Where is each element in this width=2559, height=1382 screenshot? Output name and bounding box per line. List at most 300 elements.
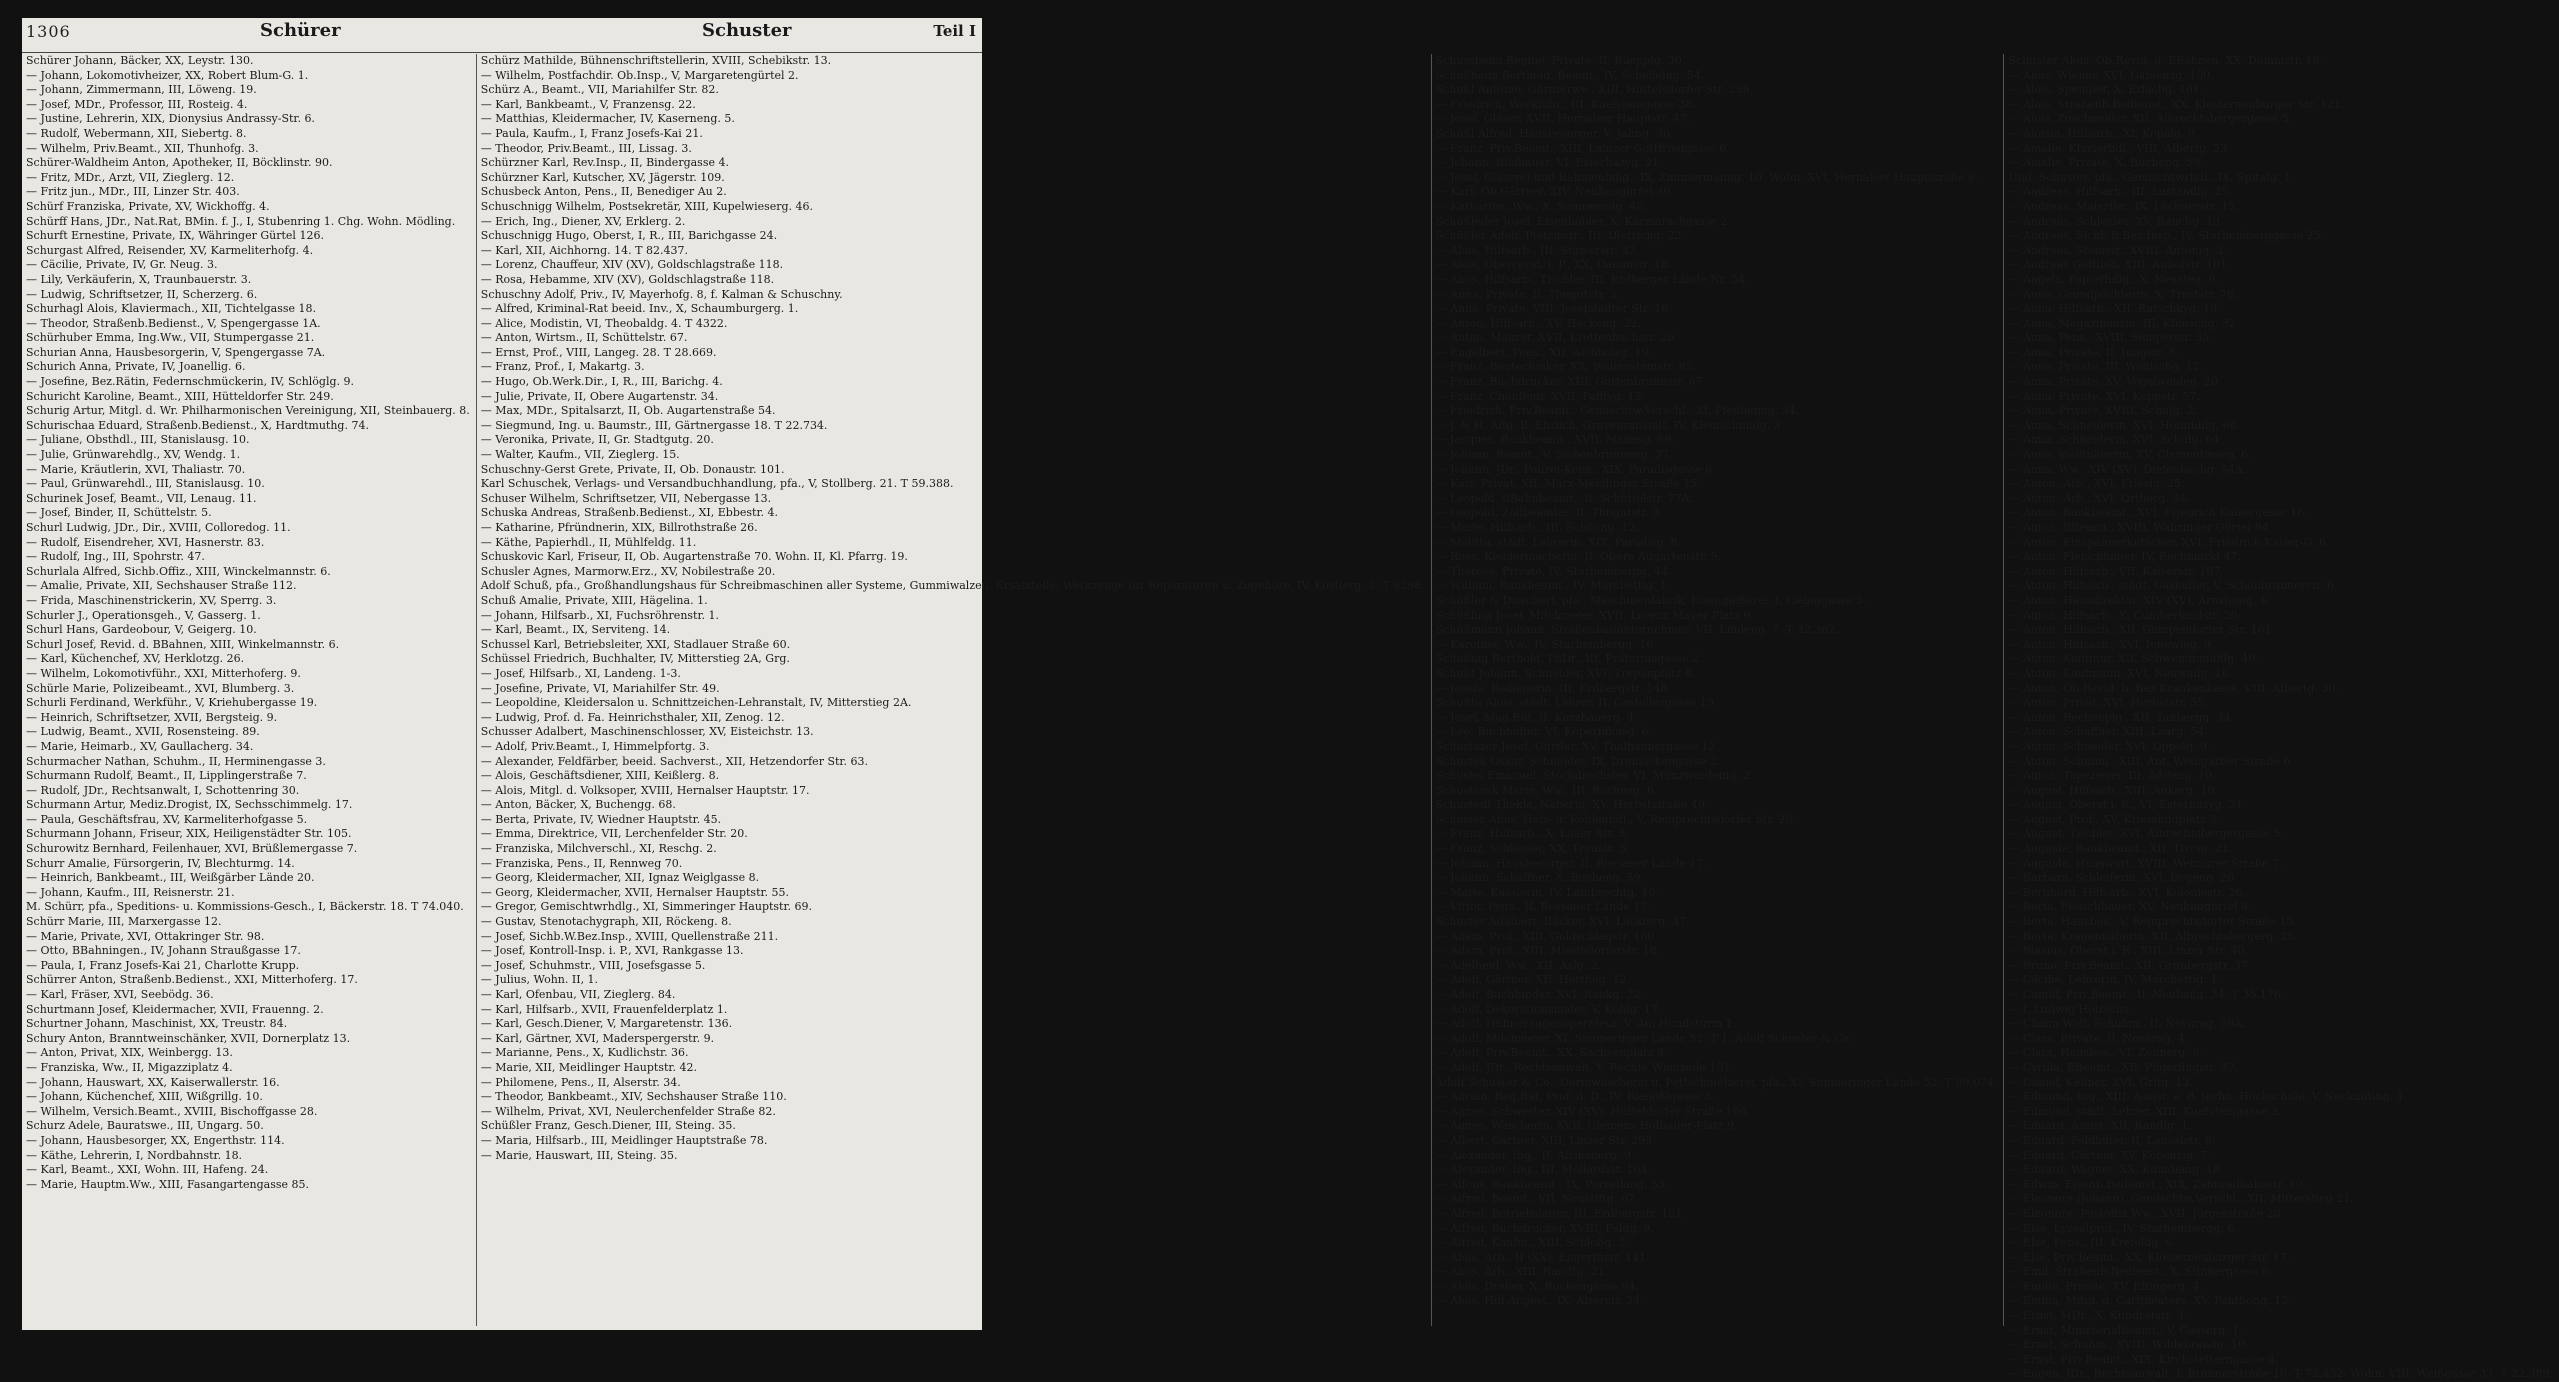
right-running-head: Schuster xyxy=(702,20,792,41)
directory-entry: — Andreas, Sichb.B.Bez.Insp., IV, Starhemberggasse 25. xyxy=(2008,229,2325,243)
directory-entry: — Anton, Schneider, XVI, Oppelg. 9. xyxy=(2008,739,2211,753)
directory-entry: — Andreas, Malerfhr., IX, Lechnerstr. 15. xyxy=(2008,199,2239,213)
directory-entry: — Alfred, Betriebsleiter, III, Erdbergstr. 101. xyxy=(1435,1206,1686,1220)
directory-entry: — Johann, Hausbesorger, II, Rossauer Lände 17. xyxy=(1435,856,1707,870)
directory-entry: — Marie, Kassierin, IV, Lambrechtg. 10. xyxy=(1435,885,1659,899)
directory-entry: Schuschny-Gerst Grete, Private, II, Ob. Donaustr. 101. xyxy=(480,462,785,476)
directory-entry: — Paula, I, Franz Josefs-Kai 21, Charlotte Krupp. xyxy=(26,958,300,972)
directory-entry: — Philomene, Pens., II, Alserstr. 34. xyxy=(480,1075,681,1089)
directory-entry: — Anton, BBeamt., XVIII, Währinger Gürtel 84. xyxy=(2008,521,2273,534)
directory-entry: M. Schürr, pfa., Speditions- u. Kommissions-Gesch., I, Bäckerstr. 18. T 74.040. xyxy=(26,900,464,914)
directory-entry: — Ludwig, Prof. d. Fa. Heinrichsthaler, XII, Zenog. 12. xyxy=(480,710,785,724)
directory-entry: — Theodor, Priv.Beamt., III, Lissag. 3. xyxy=(480,141,692,155)
directory-entry: — Chaim Wolf, Schuhm., II, Novarag. 38A. xyxy=(2008,1017,2246,1031)
directory-entry: Schurian Anna, Hausbesorgerin, V, Spengergasse 7A. xyxy=(26,345,326,359)
directory-entry: — Rosa, Hebamme, XIV (XV), Goldschlagstraße 118. xyxy=(480,272,775,286)
directory-entry: — Hugo, Ob.Werk.Dir., I, R., III, Barichg. 4. xyxy=(480,375,723,389)
directory-entry: — Georg, Kleidermacher, XII, Ignaz Weiglgasse 8. xyxy=(480,871,760,885)
directory-entry: — Anton, Maurer, XVII, Krottenbachstr. 20. xyxy=(1435,331,1678,345)
directory-entry: — Maria, Hilfsarb., III, Meidlinger Hauptstraße 78. xyxy=(480,1133,768,1147)
directory-entry: — Alois, Hdl.Angest., IX, Alserstr. 24. xyxy=(1435,1294,1644,1308)
directory-entry: — Johann, Lokomotivheizer, XX, Robert Blum-G. 1. xyxy=(26,68,309,82)
directory-entry: — Anton, Privat, XVI, Herbststr. 55. xyxy=(2008,696,2208,710)
directory-entry: Schürzner Karl, Rev.Insp., II, Bindergasse 4. xyxy=(480,156,729,170)
column-3 xyxy=(1432,54,2005,1326)
directory-entry: — Alois, Geschäftsdiener, XIII, Keißlerg. 8. xyxy=(480,769,720,783)
directory-entry: — Johann, Beamt., V, Siebenbrunneng. 37. xyxy=(1435,448,1673,462)
directory-entry: Schürf Franziska, Private, XV, Wickhoffg. 4. xyxy=(26,199,270,213)
page-number: 1306 xyxy=(26,22,71,41)
directory-entry: — Alfred, Kaufm., XIII, Schloßg. 5. xyxy=(1435,1236,1629,1250)
directory-entry: — Johann, Hauswart, XX, Kaiserwallerstr. 16. xyxy=(26,1075,280,1089)
directory-entry: — Leopold, BBahnbeamt., II, Schüttelstr. 77A. xyxy=(1435,491,1694,505)
directory-entry: — Karl, Küchenchef, XV, Herklotzg. 26. xyxy=(26,652,245,666)
directory-entry: Schuricht Karoline, Beamt., XIII, Hütteldorfer Str. 249. xyxy=(26,389,334,403)
directory-entry: — Fritz, MDr., Arzt, VII, Zieglerg. 12. xyxy=(26,170,235,184)
directory-entry: — Josefa, Bedienerin, III, Erdbergstr. 148. xyxy=(1435,681,1671,695)
directory-entry: Schustek Oskar, Schneider, IX, Dreihackengasse 2. xyxy=(1435,754,1721,768)
directory-entry: Schurtmann Josef, Kleidermacher, XVII, Frauenng. 2. xyxy=(26,1002,324,1016)
directory-entry: — Adam, Prof., XIII, Goldschlagstr. 160. xyxy=(1435,929,1658,943)
directory-entry: — Alois, Straßenb.Bedienst., XX, Klosterneuburger Str. 121. xyxy=(2008,97,2345,111)
directory-entry: — Gustav, Stenotachygraph, XII, Röckeng. 8. xyxy=(480,915,732,929)
directory-entry: — Alois, Wiener, XVI, Gablenzg. 100. xyxy=(2008,68,2214,82)
directory-entry: — Marie, Private, XVI, Ottakringer Str. 98. xyxy=(26,929,265,943)
directory-entry: — Johann, Hilfsarb., XI, Fuchsröhrenstr. 1. xyxy=(480,608,720,622)
directory-entry: — Johann, JDr., Polizei-Konz., XIX, Paradisgasse 8. xyxy=(1435,462,1716,476)
directory-entry: — Andreas Gottlieb, XIII, Auhofstr. 101. xyxy=(2008,258,2231,272)
column-1 xyxy=(22,54,477,1326)
directory-entry: — Marie, Kräutlerin, XVI, Thaliastr. 70. xyxy=(26,462,246,476)
directory-entry: — Marianne, Pens., X, Kudlichstr. 36. xyxy=(480,1046,689,1060)
directory-entry: — Anna, Grundpächterin, X, Troststr. 78. xyxy=(2008,287,2238,301)
directory-entry: — Amalie, Private, XII, Sechshauser Straße 112. xyxy=(26,579,297,593)
directory-entry: Schusler Agnes, Marmorw.Erz., XV, Nobilestraße 20. xyxy=(480,564,776,578)
directory-entry: — Alfred, Kriminal-Rat beeid. Inv., X, Schaumburgerg. 1. xyxy=(480,302,799,316)
directory-entry: Schüßler & Dirscherl, pfa., Maschinenfabrik, Eisengießerei, I, Liebiggasse 5. xyxy=(1435,593,1867,607)
directory-entry: — Adolf, Priv.Beamt., I, Himmelpfortg. 3. xyxy=(480,739,710,753)
directory-entry: Schußt Johann, Schneider, XVI, Trepanplatz 8. xyxy=(1435,666,1696,680)
directory-entry: — Auguste, Hauswart, XVIII, Weimarer Straße 7. xyxy=(2008,856,2283,870)
directory-entry: — Agnes, Wäscherin, XVII, Clemens Hofbauer-Platz 9. xyxy=(1435,1119,1738,1133)
directory-entry: — Franz, Buchdrucker, XIII, Guttenbrunnstr. 67. xyxy=(1435,375,1706,389)
directory-entry: — Adolf, Priv.Beamt., XX, Sachsenplatz 8. xyxy=(1435,1046,1668,1060)
directory-entry: — Emil, Straßenb.Bedienst., X, Stinnergasse 6. xyxy=(2008,1265,2272,1279)
directory-entry: — Wilhelm, Priv.Beamt., XII, Thunhofg. 3. xyxy=(26,141,259,155)
directory-entry: — Aloisia, Hilfsarb., XI, Kopalg. 9. xyxy=(2008,126,2199,140)
directory-entry: — Marie, Heimarb., XV, Gaullacherg. 34. xyxy=(26,739,254,753)
directory-entry: — Anna, Ww., XIV (XV), Diefenbachg. 54A. xyxy=(2008,462,2247,476)
directory-entry: — Johann, Zimmermann, III, Löweng. 19. xyxy=(26,83,257,97)
directory-entry: — Anton, Rechenpig., XII, Tanbergg. 34. xyxy=(2008,710,2234,724)
directory-entry: — Karl, Beamt., XXI, Wohn. III, Hafeng. 24. xyxy=(26,1163,269,1177)
directory-entry: — Barbara, Schleiferin, XVI, Degeng. 20. xyxy=(2008,871,2238,885)
directory-entry: Schuskovic Karl, Friseur, II, Ob. Augartenstraße 70. Wohn. II, Kl. Pfarrg. 19. xyxy=(480,550,908,564)
directory-entry: Schustarek Marie, Ww., III, Rochusg. 6. xyxy=(1435,783,1658,797)
directory-entry: — Johann, Küchenchef, XIII, Wißgrillg. 10. xyxy=(26,1090,263,1104)
directory-entry: — Anton, Fleischhauer, IV, Rechmarkt 47. xyxy=(2008,550,2242,564)
directory-entry: — Josef, Schuhmstr., VIII, Josefsgasse 5. xyxy=(480,958,706,972)
directory-entry: — Alexander, Ing., II, Afrikanerg. 9. xyxy=(1435,1148,1635,1162)
directory-page xyxy=(22,18,2554,1381)
directory-entry: — Berta, Kragennäherin, XII, Albrechtsbergerg. 25. xyxy=(2008,929,2298,943)
directory-entry: Schustedt Thekla, Näherin, XV, Herbststraße 49. xyxy=(1435,798,1709,812)
directory-entry: — Alfred, Beamt., VII, Neustiftg. 67. xyxy=(1435,1192,1639,1206)
directory-entry: — Frida, Maschinenstrickerin, XV, Sperrg. 3. xyxy=(26,593,277,607)
directory-entry: — Anton, Kontinur, XII, Schwemmmühlg. 40. xyxy=(2008,652,2259,666)
directory-entry: — Edmund, städt. Lehrer, XIII, Kuefsteingasse 3. xyxy=(2008,1104,2282,1118)
directory-entry: — Edmund, Ing., XIII, Assist. a. d. techn. Hochschule, V, Nackmiting. 1. xyxy=(2008,1090,2408,1104)
directory-entry: — Anna, Schneiderin, XVI, Schulg. 64. xyxy=(2008,433,2223,447)
directory-entry: — Johann, Schaffner, X, Bucheng. 59. xyxy=(1435,871,1645,885)
directory-entry: Schurmacher Nathan, Schuhm., II, Herminengasse 3. xyxy=(26,754,326,768)
directory-entry: — Berta, Hausbes., V, Reinprechtsdorfer Straße 15. xyxy=(2008,915,2297,929)
directory-entry: — Friedrich, Priv.Beamt., Gemischtw.Verschl., XI, Pfeilheimg. 34. xyxy=(1435,404,1800,418)
directory-entry: — Theodor, Straßenb.Bedienst., V, Spengergasse 1A. xyxy=(26,316,321,330)
directory-entry: Schußmann Johann, Straßenbauunternehmer, VII, Lindeng. 7. T 32.362. xyxy=(1435,623,1839,637)
directory-entry: Schürff Hans, JDr., Nat.Rat, BMin. f. J., I, Stubenring 1. Chg. Wohn. Mödling. xyxy=(26,214,456,228)
directory-entry: Schurft Ernestine, Private, IX, Währinger Gürtel 126. xyxy=(26,229,324,243)
directory-entry: — Anna, Private, VIII, Josefstädter Str. 16. xyxy=(1435,302,1672,316)
directory-entry: — Heinrich, Bankbeamt., III, Weißgärber Lände 20. xyxy=(26,871,315,885)
directory-entry: Schüßling Josef, Milchmeier, XVII, Lorenz Mayer-Platz 9. xyxy=(1435,608,1754,622)
directory-entry: — Else, Pens., III, Krefeldg. 6. xyxy=(2008,1236,2176,1250)
directory-entry: — Anna, Schneiderin, XVI, Hofmühlg. 66. xyxy=(2008,418,2240,432)
directory-entry: — Vittor, Pens., II, Rossauer Lände 17. xyxy=(1435,900,1651,914)
directory-entry: — Alois, Hilfsarb., Tischler, III, Erdberger Lände Nr. 54. xyxy=(1435,272,1749,286)
directory-entry: — August, Tischler, XVI, Albrechtsbergergasse 5. xyxy=(2008,827,2284,841)
directory-entry: Schuster Alois, Ob.Revid. d. BBahnen, XX, Dammstr. 18. xyxy=(2008,54,2324,67)
directory-entry: — Franziska, Milchverschl., XI, Reschg. 2. xyxy=(480,842,717,856)
directory-entry: — August, Hilfsarb., XIII, Ankerg. 10. xyxy=(2008,783,2218,797)
directory-entry: — Franziska, Pens., II, Rennweg 70. xyxy=(480,856,683,870)
directory-entry: — Cäcilie, Private, IV, Gr. Neug. 3. xyxy=(26,258,218,272)
directory-entry: — Alexander, Feldfärber, beeid. Sachverst., XII, Hetzendorfer Str. 63. xyxy=(480,754,868,768)
directory-entry: — Bruno, Priv.Beamt., XII, Grünbergstr. 37. xyxy=(2008,958,2252,972)
directory-entry: Schury Anton, Branntweinschänker, XVII, Dornerplatz 13. xyxy=(26,1031,351,1045)
directory-entry: — Leopoldine, Kleidersalon u. Schnittzeichen-Lehranstalt, IV, Mitterstieg 2A. xyxy=(480,696,912,710)
directory-entry: — Rudolf, Webermann, XII, Siebertg. 8. xyxy=(26,126,247,140)
directory-entry: Schurler J., Operationsgeh., V, Gasserg. 1. xyxy=(26,608,261,622)
directory-entry: — Berta, Fleischhauer, XV, Neubaugürtel 8. xyxy=(2008,900,2252,914)
directory-entry: Schurmann Artur, Mediz.Drogist, IX, Sechsschimmelg. 17. xyxy=(26,798,353,812)
directory-entry: Schußheim Berthold, Beamt., IV, Schelleing. 54. xyxy=(1435,68,1705,82)
directory-entry: — Daniel, Kellner, XVI, Gritg. 13. xyxy=(2008,1075,2193,1089)
directory-entry: — Alois, Hilfsarb., III, Stuwerstr. 33. xyxy=(1435,243,1639,257)
directory-entry: — Josef, Gläser, XVII, Hernalser Hauptstr. 47. xyxy=(1435,112,1691,126)
directory-entry: — Anton, Arb., XVI, Frieslg. 25. xyxy=(2008,477,2185,491)
directory-entry: — Andreas, Schlosser, XV, Rauchg. 13. xyxy=(2008,214,2224,228)
directory-entry: — Josef, Kontroll-Insp. i. P., XVI, Rankgasse 13. xyxy=(480,944,744,958)
directory-entry: Schüßler Franz, Gesch.Diener, III, Steing. 35. xyxy=(480,1119,736,1133)
directory-entry: — Käthe, Lehrerin, I, Nordbahnstr. 18. xyxy=(26,1148,243,1162)
directory-entry: — Engelbert, Pens., XII, Aichholzg. 19. xyxy=(1435,345,1652,359)
directory-entry: — Julie, Grünwarehdlg., XV, Wendg. 1. xyxy=(26,448,241,462)
directory-entry: — Jacques, Bankbeamt., XVII, Mazeng. 69. xyxy=(1435,433,1675,447)
directory-entry: — Cäcilie, Lehrerin, IV, Marchettig. 1. xyxy=(2008,973,2221,987)
directory-entry: — Gregor, Gemischtwrhdlg., XI, Simmeringer Hauptstr. 69. xyxy=(480,900,813,914)
directory-entry: — Justine, Lehrerin, XIX, Dionysius Andrassy-Str. 6. xyxy=(26,112,315,126)
directory-entry: Schürz Mathilde, Bühnenschriftstellerin, XVIII, Schebikstr. 13. xyxy=(480,54,832,67)
directory-entry: — Anton, Hilfsarb., VII, Kaiserstr. 107. xyxy=(2008,564,2224,578)
left-running-head: Schürer xyxy=(260,20,341,41)
directory-entry: — Karl, Privat, XII, Marx-Meidlinger Straße 15. xyxy=(1435,477,1701,491)
directory-entry: — Amalie, Private, X, Bucheng. 59. xyxy=(2008,156,2204,170)
directory-entry: — Paula, Kaufm., I, Franz Josefs-Kai 21. xyxy=(480,126,703,140)
directory-entry: — Ludwig, Schriftsetzer, II, Scherzerg. 6. xyxy=(26,287,258,301)
directory-entry: — Franz, Prof., I, Makartg. 3. xyxy=(480,360,645,374)
directory-entry: Adolf Schuster & Co., Darmwäscherei u. Fettschmelzerei, pfa., XI, Simmeringer Lände 52. T 99.074. xyxy=(1435,1075,1998,1089)
directory-entry: — Alois, Arb., II (XX), Engerthstr. 141. xyxy=(1435,1250,1650,1264)
directory-entry: — Melitta, städt. Lehrerin, XIX, Paradisg. 8. xyxy=(1435,535,1681,549)
directory-entry: — Franziska, Ww., II, Migazziplatz 4. xyxy=(26,1060,233,1074)
directory-entry: Schürer-Waldheim Anton, Apotheker, II, Böcklinstr. 90. xyxy=(26,156,333,170)
directory-entry: — Ernst, Ministerialbeamt., V, Gasserg. 1. xyxy=(2008,1323,2243,1337)
directory-entry: — Eduard, Gärtner, XV, Kobenzlg. 7. xyxy=(2008,1148,2211,1162)
directory-entry: — Edwin, Eisenb.Bedienst., XIX, Zahnradbahnstr. 10. xyxy=(2008,1177,2307,1191)
directory-entry: — Camill, Priv.Beamt., II, Neubaug. 34. T 35.176. xyxy=(2008,988,2285,1001)
directory-entry: Schürrer Anton, Straßenb.Bedienst., XXI, Mitterhoferg. 17. xyxy=(26,973,358,987)
directory-entry: — Theodor, Bankbeamt., XIV, Sechshauser Straße 110. xyxy=(480,1090,787,1104)
directory-entry: — Anna, Private, XV, Vogelweideg. 20. xyxy=(2008,375,2222,389)
directory-entry: — Otto, BBahningen., IV, Johann Straußgasse 17. xyxy=(26,944,301,958)
directory-entry: — Anton, Ob.Revid. b. Bez.Krankenkasse, VIII, Albertg. 30. xyxy=(2008,681,2339,695)
directory-entry: — Eduard, Wagner, XX, Kuindiang. 18. xyxy=(2008,1163,2224,1177)
directory-entry: — Wilhelm, Versich.Beamt., XVIII, Bischoffgasse 28. xyxy=(26,1104,318,1118)
directory-entry: — Anna, Weißnäherin, XV, Clementinseg. 6. xyxy=(2008,448,2252,462)
directory-entry: — Adolf, Hühneraugenoperateur, V, Am Hundsturm 1. xyxy=(1435,1017,1737,1031)
directory-entry: — Anton, Arb., XVI, Ortlierg. 34. xyxy=(2008,491,2190,505)
directory-entry: — Andreas, Steinstr., XVIII, Antonig. 3. xyxy=(2008,243,2227,257)
directory-entry: — Siegmund, Ing. u. Baumstr., III, Gärtnergasse 18. T 22.734. xyxy=(480,418,828,432)
directory-entry: — Leopold, Zollbeamter, II, Thugutstr. 3. xyxy=(1435,506,1663,520)
directory-entry: Schuster Adalbert, Bäcker, XVI, Lackierg. 47. xyxy=(1435,915,1690,929)
directory-entry: — Anna, Private, II, Jungstr. 8. xyxy=(2008,345,2179,359)
directory-entry: — Josef, Sichb.W.Bez.Insp., XVIII, Quellenstraße 211. xyxy=(480,929,779,943)
directory-entry: — Karl, Bankbeamt., V, Franzensg. 22. xyxy=(480,97,696,111)
directory-entry: — Anton, Privat, XIX, Weinbergg. 13. xyxy=(26,1046,233,1060)
directory-entry: — J. & H. Alfg. B. Ehrlich, Graveuranstalt, IV, Kleinschmidg. 3. xyxy=(1435,418,1785,432)
directory-entry: — Josef, MDr., Professor, III, Rosteig. 4. xyxy=(26,97,248,111)
directory-entry: Schußta Alois, städt. Lehrer, II, Castellezgasse 19. xyxy=(1435,696,1718,710)
directory-entry: Schurich Anna, Private, IV, Joanellig. 6. xyxy=(26,360,246,374)
directory-entry: — Bernhard, Hilfsarb., XVI, Koloniestr. 26. xyxy=(2008,885,2247,899)
directory-entry: — Leo, Buchhalter, VI, Kopernikusg. 6. xyxy=(1435,725,1653,739)
directory-entry: — Alice, Modistin, VI, Theobaldg. 4. T 4322. xyxy=(480,316,728,330)
directory-entry: — Karl, Gesch.Diener, V, Margaretenstr. 136. xyxy=(480,1017,733,1031)
directory-entry: Schußl Alfred, Hausbesorger, V, Jahng. 30. xyxy=(1435,126,1674,140)
directory-entry: Schussheim Regine, Private, II, Ruepplg. 30. xyxy=(1435,54,1686,67)
directory-entry: — Rosa, Kleidermacherin, II, Obere Augartenstr. 9. xyxy=(1435,550,1722,564)
directory-entry: — Eduard, Feldhüter, II, Lausalstr. 6. xyxy=(2008,1133,2216,1147)
directory-entry: — Anton, Tapezierer, III, Aßdeng. 10. xyxy=(2008,769,2216,783)
directory-entry: — Adam, Prof., XIII, Missindorferstr. 18. xyxy=(1435,944,1661,958)
directory-entry: — Franz, Bautechniker, XX, Wallensteinstr. 62. xyxy=(1435,360,1697,374)
directory-entry: — Anton, Schaffner, XIII, Laarg. 54. xyxy=(2008,725,2208,739)
directory-entry: — Franz, Priv.Beamt., XIII, Lainzer Gottfriedgasse 6. xyxy=(1435,141,1730,155)
directory-entry: Schurmann Johann, Friseur, XIX, Heiligenstädter Str. 105. xyxy=(26,827,352,841)
directory-entry: — Adelheid, Ww., XII, Aslg. 2. xyxy=(1435,958,1602,972)
directory-entry: Schurr Amalie, Fürsorgerin, IV, Blechturmg. 14. xyxy=(26,856,295,870)
directory-entry: — Karl, XII, Aichhorng. 14. T 82.437. xyxy=(480,243,688,257)
directory-entry: — Alfred, Buchdrucker, XVIII, Feldg. 9. xyxy=(1435,1221,1655,1235)
directory-entry: — Adolf, JDr., Rechtsanwalt, V, Rechte Wienzeile 101. xyxy=(1435,1060,1734,1074)
directory-entry: Schuschny Adolf, Priv., IV, Mayerhofg. 8, f. Kalman & Schuschny. xyxy=(480,287,843,301)
directory-entry: — Anton, Bäcker, X, Buchengg. 68. xyxy=(480,798,676,812)
directory-entry: — Adolf, Gärtner, XII, Herthag. 12. xyxy=(1435,973,1631,987)
directory-entry: — Angela, Papierhdlg., X, Neusteg. 9. xyxy=(2008,272,2219,286)
directory-entry: — Lorenz, Chauffeur, XIV (XV), Goldschlagstraße 118. xyxy=(480,258,784,272)
directory-entry: — Anna, Magazineurin, III, Klimschg. 32. xyxy=(2008,316,2239,330)
directory-entry: — Adolf, Buchbinder, XVI, Rankg. 22. xyxy=(1435,988,1645,1001)
directory-entry: — Josef, Mag.Rat, II, Kurzbauerg. 4. xyxy=(1435,710,1638,724)
directory-entry: — Wilhelm, Lokomotivführ., XXI, Mitterhoferg. 9. xyxy=(26,666,301,680)
directory-entry: — Alois, Zuschneider, XII, Albrechtsbergergasse 5. xyxy=(2008,112,2293,126)
directory-entry: Schurhagl Alois, Klaviermach., XII, Tichtelgasse 18. xyxy=(26,302,317,316)
directory-entry: Schurischaa Eduard, Straßenb.Bedienst., X, Hardtmuthg. 74. xyxy=(26,418,369,432)
directory-entry: — Adolf, Milchmeier, XI, Simmeringer Lände 52. T 1, Adolf Schuster & Co. xyxy=(1435,1031,1853,1045)
directory-entry: — August, Oberst i. R., VI, Esterhazyg. 31. xyxy=(2008,798,2247,812)
directory-entry: — Josef, Hilfsarb., XI, Landeng. 1-3. xyxy=(480,666,681,680)
directory-entry: — Eduard, Assist, XII, Randlg. 1. xyxy=(2008,1119,2192,1133)
directory-entry: — Emma, Mitgl. d. Carltheaters, XV, Panthong. 12. xyxy=(2008,1294,2292,1308)
directory-entry: — Josefine, Bez.Rätin, Federnschmückerin, IV, Schlöglg. 9. xyxy=(26,375,355,389)
directory-entry: — Anton, Hilfsarb., städt. Gaskuller, V, Schönbrunnerstr. 6. xyxy=(2008,579,2338,593)
directory-entry: — Johann, Bildhauer, VI, Esterhazyg. 21. xyxy=(1435,156,1663,170)
directory-entry: — Eleonore, Postoffiz.Ww., XVII, Jörgerstraße 28. xyxy=(2008,1206,2285,1220)
directory-entry: Schurowitz Bernhard, Feilenhauer, XVI, Brüßlemergasse 7. xyxy=(26,842,358,856)
directory-entry: — Anna, Private, XVI, Koppstr. 57. xyxy=(2008,389,2200,403)
directory-entry: — Albert, Gärtner, XIII, Linzer Str. 299. xyxy=(1435,1133,1656,1147)
directory-entry: — Matthias, Kleidermacher, IV, Kaserneng. 5. xyxy=(480,112,735,126)
directory-entry: — William, Bankbeamt., IV, Marchettig. 1. xyxy=(1435,579,1671,593)
directory-entry: — Cyrilla, BBeamt., XII, Pilgerlingstr. 37. xyxy=(2008,1060,2239,1074)
directory-entry: — Emma, Direktrice, VII, Lerchenfelder Str. 20. xyxy=(480,827,748,841)
directory-entry: — Josef, Binder, II, Schüttelstr. 5. xyxy=(26,506,212,520)
directory-entry: — Clara, Private, II, Novarag. 4. xyxy=(2008,1031,2189,1045)
directory-entry: Schusser Adalbert, Maschinenschlosser, XV, Eisteichstr. 13. xyxy=(480,725,814,739)
directory-entry: Schurinek Josef, Beamt., VII, Lenaug. 11. xyxy=(26,491,257,505)
directory-entry: Schüßler Adolf, Platzmstr., III, Dietrichg. 22. xyxy=(1435,229,1685,243)
directory-entry: — Karl, Fräser, XVI, Seebödg. 36. xyxy=(26,988,214,1001)
directory-entry: — Eleonore (Johann), Gemischtw.Verschl., XII, Mitterstieg 21. xyxy=(2008,1192,2354,1206)
directory-entry: — Julie, Private, II, Obere Augartenstr. 34. xyxy=(480,389,719,403)
directory-entry: — Clara, Hausbes., VI, Zehnerg. 9. xyxy=(2008,1046,2203,1060)
directory-entry: — Rudolf, JDr., Rechtsanwalt, I, Schottenring 30. xyxy=(26,783,300,797)
directory-entry: — Ernst, Prof., VIII, Langeg. 28. T 28.669. xyxy=(480,345,717,359)
directory-entry: — Adrian, Reg.Rat, Prof. d. D., IV, Rienößlgasse 5. xyxy=(1435,1090,1715,1104)
directory-entry: Schuser Wilhelm, Schriftsetzer, VII, Nebergasse 13. xyxy=(480,491,772,505)
directory-entry: — Blasius, Oberst i. R., XIII, Linzer Str. 40. xyxy=(2008,944,2248,958)
directory-entry: — Emilie, Private, XV, Effingerg. 4. xyxy=(2008,1279,2203,1293)
directory-entry: — Anna, Private, XVIII, Schulg. 2. xyxy=(2008,404,2198,418)
directory-entry: — Alois, Dreher, X, Buchengasse 94. xyxy=(1435,1279,1639,1293)
directory-entry: Schurli Ferdinand, Werkführ., V, Kriehubergasse 19. xyxy=(26,696,318,710)
directory-entry: — Julius, Wohn. II, 1. xyxy=(480,973,599,987)
directory-entry: — Alexander, Ing., III, Mollardstr. 104. xyxy=(1435,1163,1651,1177)
directory-entry: — Anton, Hilfsarb., XII, Gumpendorfer Str. 161. xyxy=(2008,623,2275,637)
directory-entry: — Anton, Hilfsarb., XVI, Ienewieg. 9. xyxy=(2008,637,2215,651)
column-2 xyxy=(477,54,1432,1326)
directory-entry: Schürhuber Emma, Ing.Ww., VII, Stumpergasse 21. xyxy=(26,331,315,345)
directory-entry: — Paula, Geschäftsfrau, XV, Karmeliterhofgasse 5. xyxy=(26,812,308,826)
directory-entry: — Erich, Ing., Diener, XV, Erklerg. 2. xyxy=(480,214,686,228)
directory-entry: Schustazer Josef, Gürtler, XV, Thalhaimergasse 13. xyxy=(1435,739,1719,753)
directory-entry: Schuschnigg Wilhelm, Postsekretär, XIII, Kupelwieserg. 46. xyxy=(480,199,814,213)
directory-entry: Schussel Karl, Betriebsleiter, XXI, Stadlauer Straße 60. xyxy=(480,637,791,651)
directory-entry: — Alois, Oberrevid. i. P., XX, Dammstr. 18. xyxy=(1435,258,1672,272)
directory-entry: Schürz A., Beamt., VII, Mariahilfer Str. 82. xyxy=(480,83,719,97)
directory-entry: — Franz, Hilfsarb., X, Laaer Str. 3. xyxy=(1435,827,1630,841)
directory-entry: — Amalie, Klavierhdl., VIII, Albertg. 53. xyxy=(2008,141,2231,155)
directory-entry: — Anna, Private, III, Wällischg. 12. xyxy=(2008,360,2204,374)
directory-entry: — Anton, Einspännerkutscher, XVI, Friedrich Kaiser-G. 6. xyxy=(2008,535,2330,549)
directory-entry: Schuschnigg Hugo, Oberst, I, R., III, Barichgasse 24. xyxy=(480,229,778,243)
directory-entry: — Marie, XII, Meidlinger Hauptstr. 42. xyxy=(480,1060,697,1074)
directory-entry: — Agnes, Schwester, XIV (XV), Hütteldorfer Straße 166. xyxy=(1435,1104,1751,1118)
directory-entry: — Friedrich, Werkführ., III, Kuefsteingasse 38. xyxy=(1435,97,1696,111)
directory-entry: Karl Schuschek, Verlags- und Versandbuchhandlung, pfa., V, Stollberg. 21. T 59.388. xyxy=(480,477,954,491)
directory-entry: — Alois, Spengler, X, Erlachg. 101. xyxy=(2008,83,2204,97)
directory-entry: — Wilhelm, Privat, XVI, Neulerchenfelder Straße 82. xyxy=(480,1104,776,1118)
directory-entry: — Anna, Private, II, Thugutstr. 3. xyxy=(1435,287,1620,301)
directory-entry: — Karl, Beamt., IX, Serviteng. 14. xyxy=(480,623,671,637)
directory-entry: Schusbeck Anton, Pens., II, Benediger Au 2. xyxy=(480,185,727,199)
directory-entry: Schurgast Alfred, Reisender, XV, Karmeliterhofg. 4. xyxy=(26,243,314,257)
directory-entry: Schurtner Johann, Maschinist, XX, Treustr. 84. xyxy=(26,1017,288,1031)
directory-entry: Schurmann Rudolf, Beamt., II, Lipplingerstraße 7. xyxy=(26,769,307,783)
directory-entry: — Karl, Ofenbau, VII, Zieglerg. 84. xyxy=(480,988,676,1001)
directory-entry: — Anton, Hilfsarb., X, Cumberlandstr. 20. xyxy=(2008,608,2242,622)
directory-entry: — Wilhelm, Postfachdir. Ob.Insp., V, Margaretengürtel 2. xyxy=(480,68,799,82)
directory-entry: — Katharine, Pfründnerin, XIX, Billrothstraße 26. xyxy=(480,521,758,534)
directory-entry: — Johann, Hausbesorger, XX, Engerthstr. 114. xyxy=(26,1133,285,1147)
directory-entry: — Fritz jun., MDr., III, Linzer Str. 403. xyxy=(26,185,240,199)
directory-entry: Schurlala Alfred, Sichb.Offiz., XIII, Winckelmannstr. 6. xyxy=(26,564,331,578)
directory-entry: Schußnig Berthold, PhDr., III, Prätoriusgasse 2. xyxy=(1435,652,1703,666)
directory-entry: Schüssel Friedrich, Buchhalter, IV, Mitterstieg 2A, Grg. xyxy=(480,652,790,666)
directory-entry: — Anton, Bankbeamt., XVI, Friedrich Kaisergasse 16. xyxy=(2008,506,2308,520)
directory-entry: — Karl, Gärtner, XVI, Maderspergerstr. 9. xyxy=(480,1031,715,1045)
directory-entry: — Anton, Wirtsm., II, Schüttelstr. 67. xyxy=(480,331,688,345)
directory-entry: — Franz, Chauffeur, XVII, Palffyg. 15. xyxy=(1435,389,1645,403)
directory-entry: Adolf Schuß, pfa., Großhandlungshaus für Schreibmaschinen aller Systeme, Gummiwalzen, Ersatzteile, Werkzeuge für Reparaturen u. Zugehöre, IV, Köstlerg. 3. T 8298. xyxy=(480,579,1425,593)
directory-entry: — Ernst, Priv.Beamt., XIX, Kirchstetterngasse 4. xyxy=(2008,1352,2279,1366)
directory-entry: Schurig Artur, Mitgl. d. Wr. Philharmonischen Vereinigung, XII, Steinbauerg. 8. xyxy=(26,404,470,418)
directory-entry: — Eugen, JDr., Rechtsanwalt, I, Brünnerstraße 10. T 72.432. Wohn. VIII, Weißgasse 37. T 22.389. xyxy=(2008,1367,2554,1381)
directory-entry: Schurl Ludwig, JDr., Dir., XVIII, Colloredog. 11. xyxy=(26,521,291,534)
part-label: Teil I xyxy=(933,22,976,40)
directory-entry: — Anton, Hilfsarb., XV, Hackeng. 22. xyxy=(1435,316,1641,330)
directory-entry: — Marie, Hilfsarb., III, Schönng. 12. xyxy=(1435,521,1639,534)
directory-entry: — Ernst, MDr., X, Kundratstr. 3. xyxy=(2008,1309,2187,1323)
directory-entry: — Anna, Hilfsarb., XII, Ratschkyg. 19. xyxy=(2008,302,2221,316)
directory-entry: — Marie, Hauptm.Ww., XIII, Fasangartengasse 85. xyxy=(26,1177,309,1191)
directory-entry: — Veronika, Private, II, Gr. Stadtgutg. 20. xyxy=(480,433,714,447)
directory-entry: Schuster Alois, Holz- u. Kohlenhdl., V, Reinprechtsdorfer Str. 28. xyxy=(1435,812,1796,826)
directory-entry: — Juliane, Obsthdl., III, Stanislausg. 10. xyxy=(26,433,250,447)
directory-entry: — Adolf, Dekorationsmaler, V, Kohlg. 17. xyxy=(1435,1002,1662,1016)
page-header xyxy=(22,18,982,53)
directory-entry: — Käthe, Papierhdl., II, Mühlfeldg. 11. xyxy=(480,535,697,549)
directory-entry: — Rudolf, Ing., III, Spohrstr. 47. xyxy=(26,550,205,564)
directory-entry: — Johann, Kaufm., III, Reisnerstr. 21. xyxy=(26,885,235,899)
directory-entry: Schürle Marie, Polizeibeamt., XVI, Blumberg. 3. xyxy=(26,681,295,695)
directory-entry: — Max, MDr., Spitalsarzt, II, Ob. Augartenstraße 54. xyxy=(480,404,776,418)
directory-entry: — Karl, Ob.Gärtner, XIV, Neubaugürtel 30. xyxy=(1435,185,1674,199)
directory-entry: — Georg, Kleidermacher, XVII, Hernalser Hauptstr. 55. xyxy=(480,885,790,899)
directory-entry: — Lily, Verkäuferin, X, Traunbauerstr. 3. xyxy=(26,272,252,286)
